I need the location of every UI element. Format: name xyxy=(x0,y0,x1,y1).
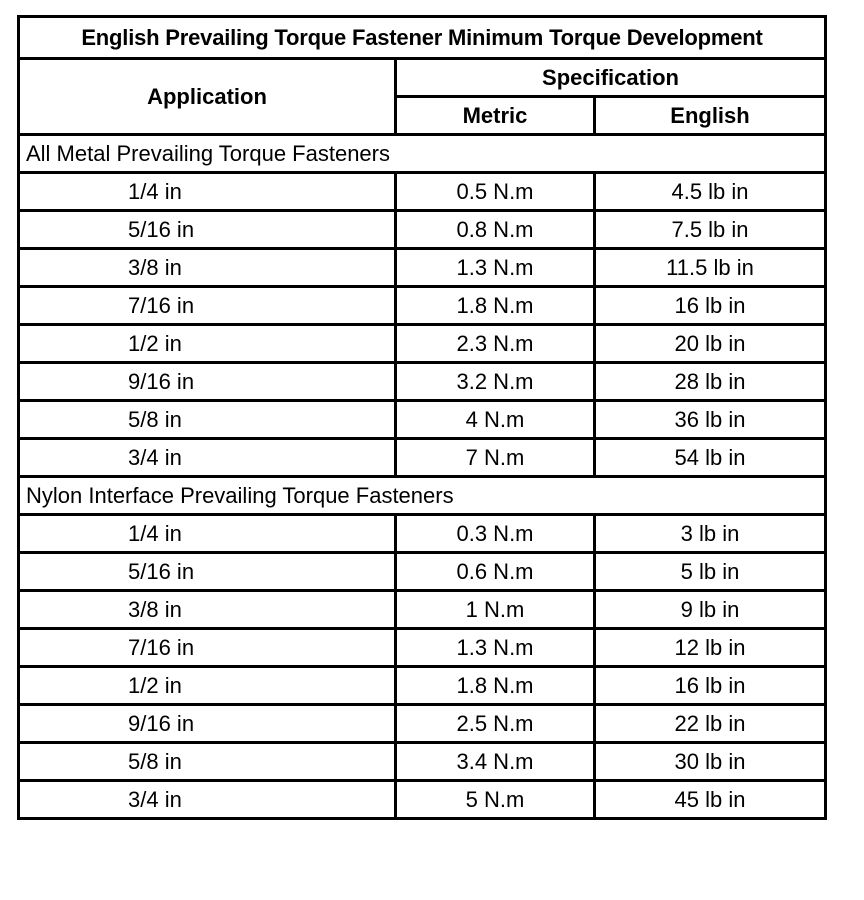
section-row xyxy=(19,477,826,515)
torque-table xyxy=(17,15,827,820)
application-cell: 7/16 in xyxy=(19,629,396,667)
english-cell: 45 lb in xyxy=(595,781,826,819)
table-row xyxy=(19,629,826,667)
metric-cell: 1 N.m xyxy=(396,591,595,629)
table-title: English Prevailing Torque Fastener Minimum Torque Development xyxy=(19,17,826,59)
specification-header: Specification xyxy=(396,59,826,97)
english-cell: 5 lb in xyxy=(595,553,826,591)
table-row xyxy=(19,249,826,287)
table-row xyxy=(19,211,826,249)
section-label: Nylon Interface Prevailing Torque Fasteners xyxy=(19,477,826,515)
english-cell: 30 lb in xyxy=(595,743,826,781)
application-cell: 3/4 in xyxy=(19,781,396,819)
table-row xyxy=(19,781,826,819)
metric-header: Metric xyxy=(396,97,595,135)
metric-cell: 2.5 N.m xyxy=(396,705,595,743)
application-cell: 7/16 in xyxy=(19,287,396,325)
metric-cell: 2.3 N.m xyxy=(396,325,595,363)
english-cell: 20 lb in xyxy=(595,325,826,363)
english-cell: 4.5 lb in xyxy=(595,173,826,211)
english-cell: 36 lb in xyxy=(595,401,826,439)
english-cell: 28 lb in xyxy=(595,363,826,401)
english-cell: 16 lb in xyxy=(595,667,826,705)
application-cell: 3/4 in xyxy=(19,439,396,477)
application-cell: 9/16 in xyxy=(19,363,396,401)
english-cell: 54 lb in xyxy=(595,439,826,477)
metric-cell: 1.8 N.m xyxy=(396,667,595,705)
metric-cell: 5 N.m xyxy=(396,781,595,819)
english-cell: 9 lb in xyxy=(595,591,826,629)
table-row xyxy=(19,667,826,705)
table-row xyxy=(19,287,826,325)
application-cell: 1/4 in xyxy=(19,173,396,211)
application-cell: 1/2 in xyxy=(19,325,396,363)
section-label: All Metal Prevailing Torque Fasteners xyxy=(19,135,826,173)
table-row xyxy=(19,363,826,401)
metric-cell: 3.4 N.m xyxy=(396,743,595,781)
application-cell: 3/8 in xyxy=(19,591,396,629)
table-row xyxy=(19,553,826,591)
english-cell: 16 lb in xyxy=(595,287,826,325)
application-cell: 1/4 in xyxy=(19,515,396,553)
metric-cell: 7 N.m xyxy=(396,439,595,477)
application-header: Application xyxy=(19,59,396,135)
table-row xyxy=(19,705,826,743)
application-cell: 3/8 in xyxy=(19,249,396,287)
english-cell: 22 lb in xyxy=(595,705,826,743)
metric-cell: 1.3 N.m xyxy=(396,629,595,667)
table-row xyxy=(19,743,826,781)
application-cell: 5/8 in xyxy=(19,743,396,781)
section-row xyxy=(19,135,826,173)
table-row xyxy=(19,591,826,629)
table-row xyxy=(19,439,826,477)
application-cell: 5/16 in xyxy=(19,553,396,591)
metric-cell: 1.8 N.m xyxy=(396,287,595,325)
application-cell: 5/8 in xyxy=(19,401,396,439)
english-cell: 3 lb in xyxy=(595,515,826,553)
table-row xyxy=(19,515,826,553)
metric-cell: 0.8 N.m xyxy=(396,211,595,249)
metric-cell: 3.2 N.m xyxy=(396,363,595,401)
application-cell: 9/16 in xyxy=(19,705,396,743)
metric-cell: 4 N.m xyxy=(396,401,595,439)
english-cell: 12 lb in xyxy=(595,629,826,667)
english-header: English xyxy=(595,97,826,135)
table-row xyxy=(19,401,826,439)
english-cell: 7.5 lb in xyxy=(595,211,826,249)
metric-cell: 1.3 N.m xyxy=(396,249,595,287)
application-cell: 5/16 in xyxy=(19,211,396,249)
metric-cell: 0.3 N.m xyxy=(396,515,595,553)
metric-cell: 0.5 N.m xyxy=(396,173,595,211)
metric-cell: 0.6 N.m xyxy=(396,553,595,591)
english-cell: 11.5 lb in xyxy=(595,249,826,287)
table-row xyxy=(19,325,826,363)
table-row xyxy=(19,173,826,211)
application-cell: 1/2 in xyxy=(19,667,396,705)
